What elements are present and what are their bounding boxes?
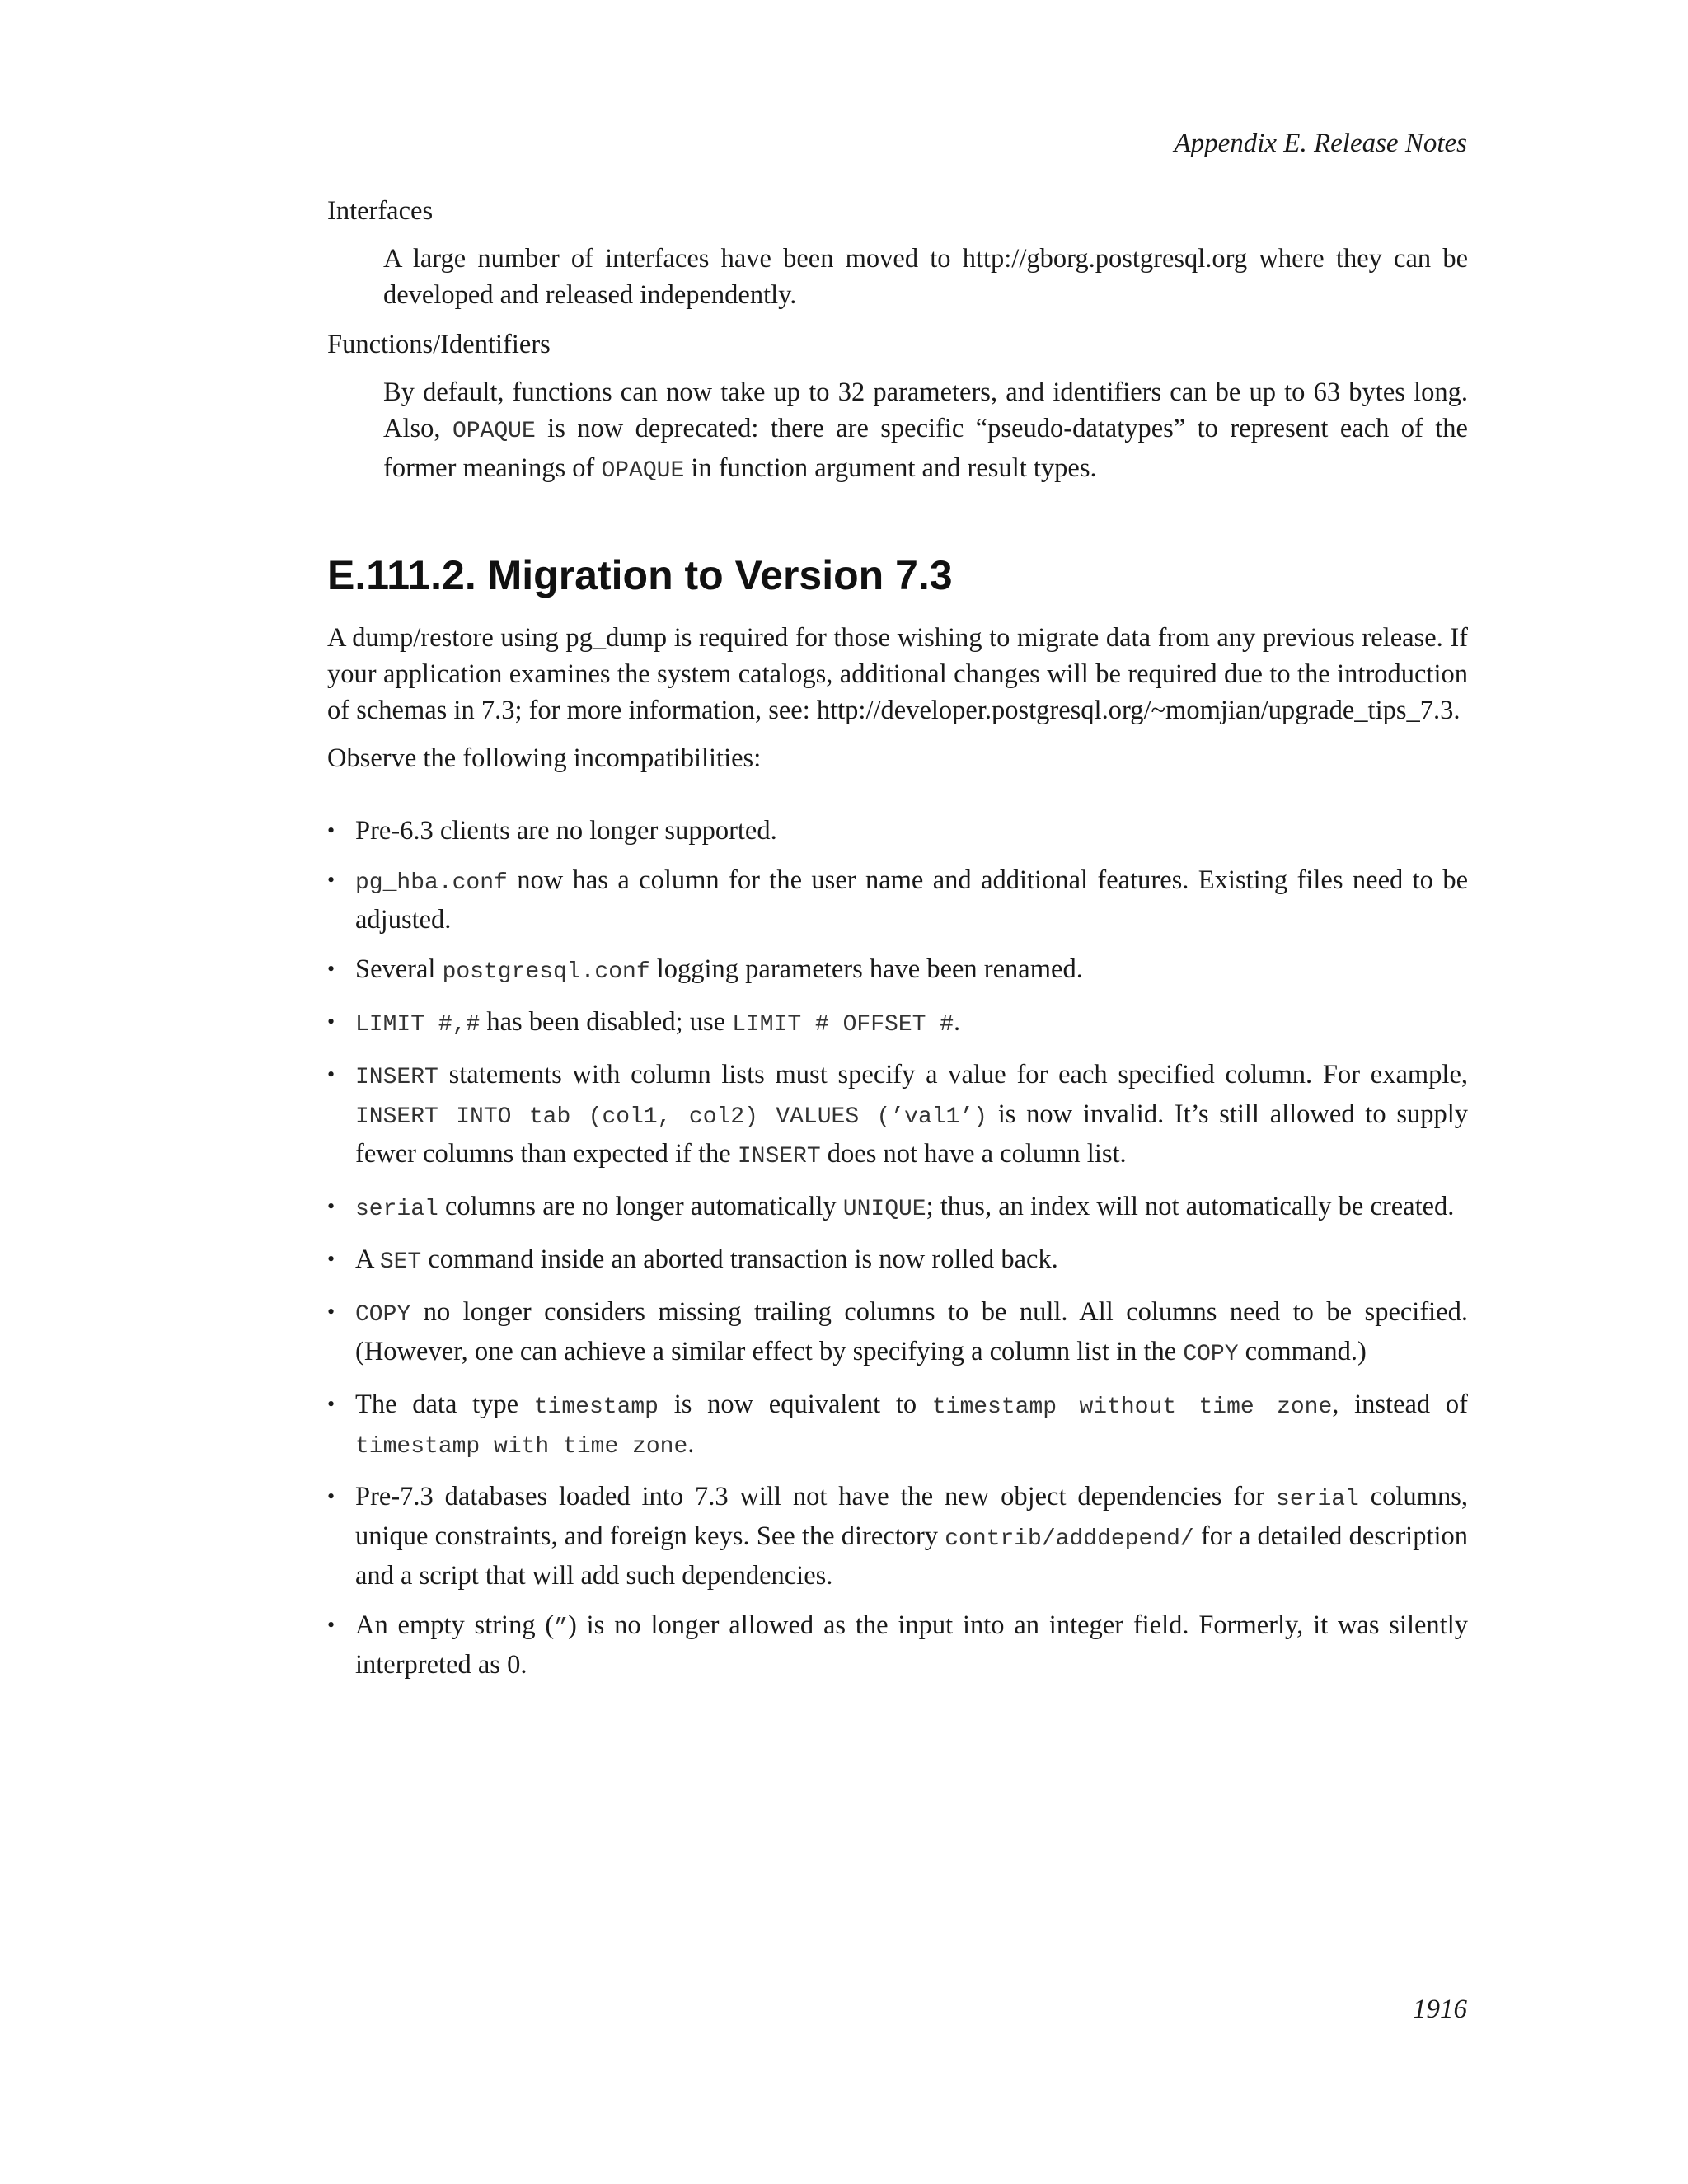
bullet-icon: •: [327, 1062, 335, 1086]
bullet-icon: •: [327, 1613, 335, 1637]
item-text: columns, unique constraints, and foreign keys. See the directory: [355, 1482, 1468, 1551]
item-text: Pre-7.3 databases loaded into 7.3 will not have the new object dependencies for: [355, 1482, 1277, 1511]
bullet-icon: •: [327, 957, 335, 981]
code-literal: COPY: [355, 1302, 411, 1328]
item-text: columns are no longer automatically: [438, 1192, 843, 1221]
running-header: Appendix E. Release Notes: [1174, 129, 1467, 158]
code-literal: INSERT: [737, 1144, 821, 1169]
code-literal: timestamp without time zone: [931, 1394, 1333, 1420]
code-literal: INSERT INTO tab (col1, col2) VALUES (’val1’): [355, 1104, 987, 1130]
definition-text: By default, functions can now take up to 32 parameters, and identifiers can be up to 63 bytes long. Also,: [383, 377, 1468, 443]
list-item: [327, 813, 1468, 849]
list-item: [327, 1386, 1468, 1465]
item-text: is now invalid. It’s still allowed to supply fewer columns than expected if the: [355, 1099, 1468, 1169]
item-text: now has a column for the user name and additional features. Existing files need to be adjusted.: [355, 865, 1468, 935]
code-literal: timestamp with time zone: [355, 1434, 688, 1460]
item-text: ; thus, an index will not automatically be created.: [926, 1192, 1455, 1221]
list-item: [327, 862, 1468, 938]
bullet-icon: •: [327, 1010, 335, 1033]
bullet-icon: •: [327, 1194, 335, 1218]
code-literal: INSERT: [355, 1065, 438, 1090]
bullet-icon: •: [327, 1247, 335, 1271]
definition-text: is now deprecated: there are specific “pseudo-datatypes” to represent each of the former meanings of: [383, 414, 1468, 483]
section-observe: Observe the following incompatibilities:: [327, 743, 762, 773]
item-text: is now equivalent to: [658, 1390, 932, 1419]
list-item: [327, 1294, 1468, 1373]
code-literal: serial: [1276, 1487, 1359, 1512]
list-item: [327, 1188, 1468, 1228]
definition-functions-identifiers: [383, 374, 1468, 490]
code-literal: SET: [379, 1249, 422, 1275]
item-text: .: [687, 1429, 695, 1459]
code-literal: OPAQUE: [601, 458, 685, 484]
term-functions-identifiers: Functions/Identifiers: [327, 330, 551, 359]
bullet-icon: •: [327, 1300, 335, 1324]
item-text: for a detailed description and a script that will add such dependencies.: [355, 1521, 1468, 1591]
code-literal: OPAQUE: [452, 419, 536, 444]
page-content: [327, 193, 1468, 1696]
bullet-icon: •: [327, 818, 335, 842]
item-text: An empty string (: [355, 1610, 555, 1640]
list-item: [327, 1004, 1468, 1043]
item-text: command.): [1238, 1337, 1367, 1366]
bullet-icon: •: [327, 1484, 335, 1508]
code-literal: serial: [355, 1197, 438, 1222]
incompatibilities-list: [327, 813, 1468, 1683]
list-item: [327, 1241, 1468, 1281]
code-literal: LIMIT # OFFSET #: [732, 1012, 954, 1038]
definition-text: A large number of interfaces have been moved to http://gborg.postgresql.org where they can be developed and released independently.: [383, 244, 1468, 310]
code-literal: ”: [554, 1615, 569, 1641]
code-literal: COPY: [1183, 1342, 1239, 1367]
page-number: 1916: [1413, 1994, 1467, 2024]
section-intro: A dump/restore using pg_dump is required for those wishing to migrate data from any previous release. If your application examines the system catalogs, additional changes will be required due to the introduction of schemas in 7.3; for more information, see: http://developer.postgresql.org/~momjian/upgrade_tips_7.3.: [327, 623, 1468, 725]
code-literal: pg_hba.conf: [355, 870, 508, 896]
code-literal: postgresql.conf: [442, 959, 650, 985]
definition-text: in function argument and result types.: [684, 453, 1097, 483]
item-text: The data type: [355, 1390, 534, 1419]
bullet-icon: •: [327, 868, 335, 892]
item-text: ) is no longer allowed as the input into an integer field. Formerly, it was silently interpreted as 0.: [355, 1610, 1468, 1680]
definition-interfaces: [383, 241, 1468, 313]
code-literal: timestamp: [533, 1394, 659, 1420]
item-text: has been disabled; use: [480, 1007, 733, 1037]
code-literal: LIMIT #,#: [355, 1012, 481, 1038]
item-text: logging parameters have been renamed.: [649, 954, 1083, 984]
list-item: [327, 1607, 1468, 1683]
item-text: command inside an aborted transaction is now rolled back.: [421, 1244, 1058, 1274]
code-literal: contrib/adddepend/: [945, 1526, 1194, 1552]
section-title: E.111.2. Migration to Version 7.3: [327, 552, 953, 598]
item-text: .: [954, 1007, 961, 1037]
list-item: [327, 1057, 1468, 1175]
list-item: [327, 951, 1468, 991]
list-item: [327, 1479, 1468, 1594]
code-literal: UNIQUE: [842, 1197, 926, 1222]
item-text: no longer considers missing trailing columns to be null. All columns need to be specified. (However, one can achieve a similar effect by specifying a column list in the: [355, 1297, 1468, 1366]
term-interfaces: Interfaces: [327, 196, 434, 226]
item-text: , instead of: [1332, 1390, 1468, 1419]
item-text: A: [355, 1244, 380, 1274]
item-text: Several: [355, 954, 443, 984]
item-text: does not have a column list.: [820, 1139, 1127, 1169]
item-text: statements with column lists must specify a value for each specified column. For example,: [438, 1060, 1468, 1090]
item-text: Pre-6.3 clients are no longer supported.: [355, 816, 777, 846]
bullet-icon: •: [327, 1392, 335, 1416]
definition-list: [327, 193, 1468, 490]
